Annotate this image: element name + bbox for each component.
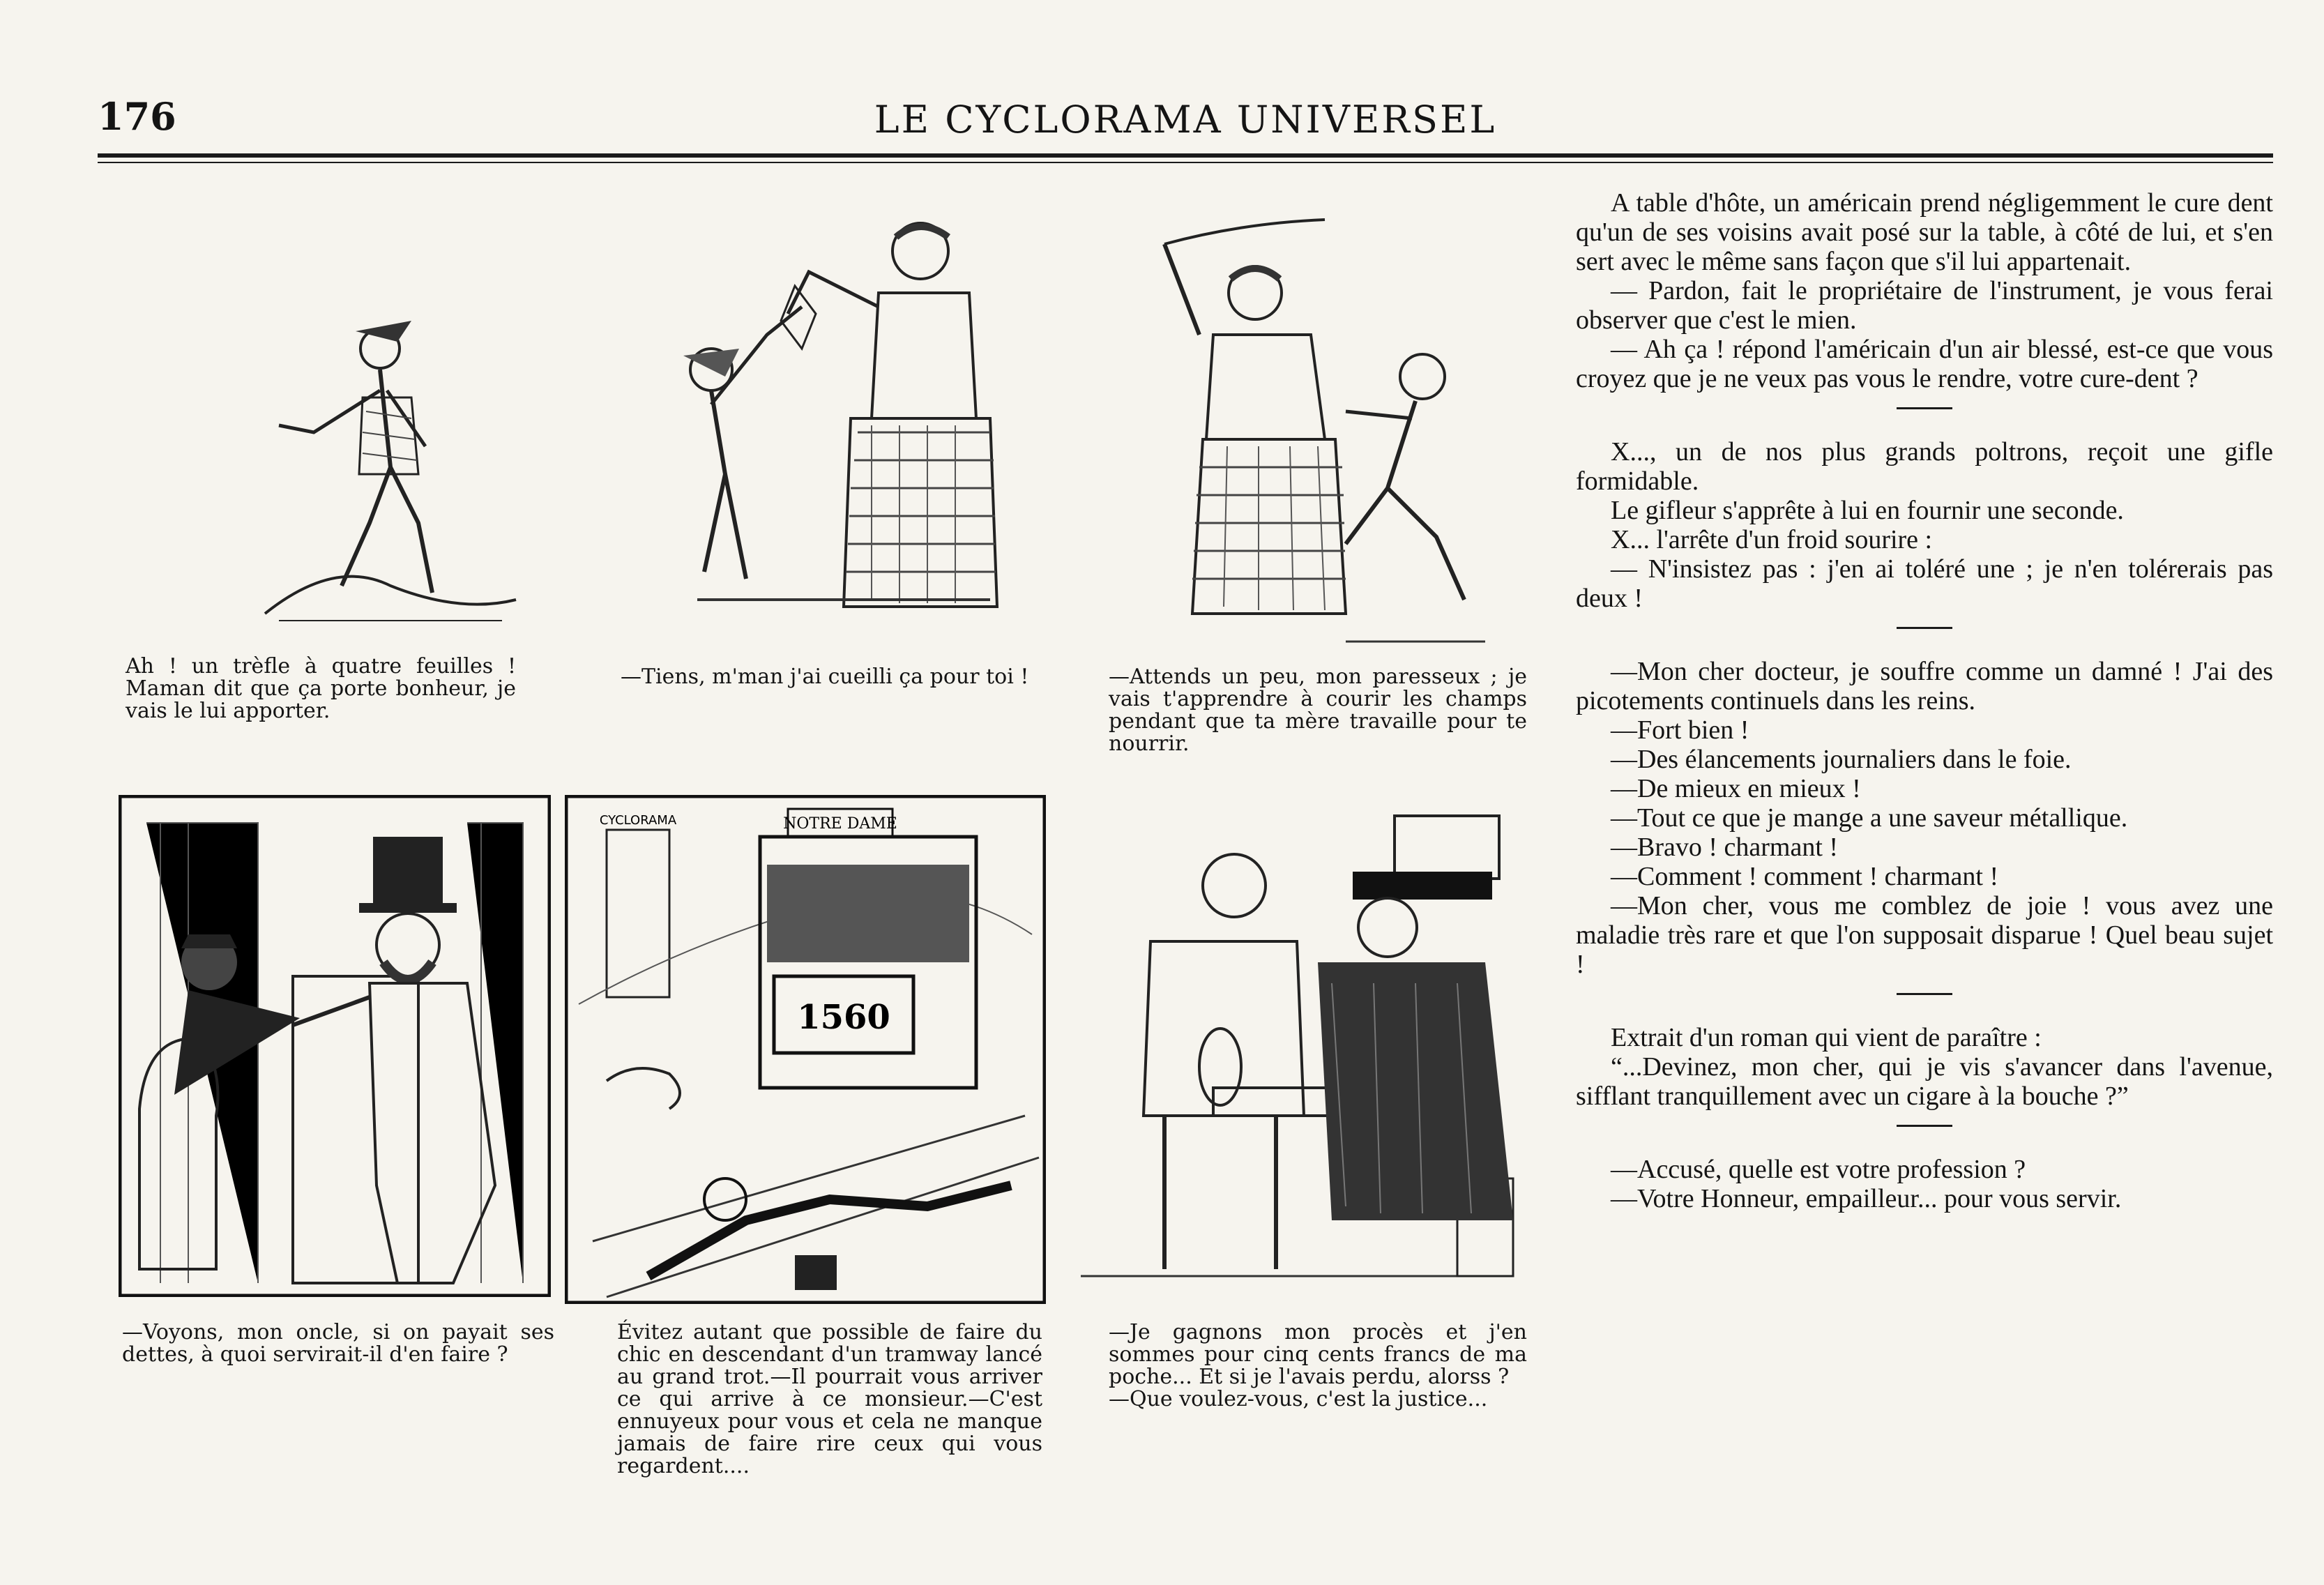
masthead-title: LE CYCLORAMA UNIVERSEL	[874, 98, 1497, 142]
anecdote-taxidermist: —Accusé, quelle est votre profession ? —Votre Honneur, empailleur... pour vous servir.	[1611, 1155, 2122, 1213]
header-rule-thin	[98, 162, 2273, 163]
header-rule	[98, 153, 2273, 158]
tram-number: 1560	[797, 998, 890, 1037]
separator-rule	[1897, 1125, 1952, 1127]
separator-rule	[1897, 993, 1952, 995]
separator-rule	[1897, 627, 1952, 629]
illustration-judge-and-client	[1067, 788, 1527, 1304]
illustration-tramway-fall	[565, 795, 1046, 1304]
anecdote-toothpick: A table d'hôte, un américain prend négligemment le cure dent qu'un de ses voisins avait posé sur la table, à côté de lui, et s'en sert avec le même sans façon que s'il lui appartenait. — Pardon, fait le propriétaire de l'instrument, je vous ferai observer que c'est le mien. — Ah ça ! répond l'américain d'un air blessé, est-ce que vous croyez que je ne veux pas vous le rendre, votre cure-dent ?	[1576, 188, 2273, 393]
anecdote-coward: X..., un de nos plus grands poltrons, reçoit une gifle formidable. Le gifleur s'apprête à lui en fournir une seconde. X... l'arrête d'un froid sourire : — N'insistez pas : j'en ai toléré une ; je n'en tolérerais pas deux !	[1576, 437, 2273, 613]
caption-top-2: —Tiens, m'man j'ai cueilli ça pour toi !	[621, 665, 1029, 689]
kiosk-sign: CYCLORAMA	[599, 813, 677, 828]
anecdote-doctor: —Mon cher docteur, je souffre comme un damné ! J'ai des picotements continuels dans les reins. —Fort bien ! —Des élancements journaliers dans le foie. —De mieux en mieux ! —Tout ce que je mange a une saveur métallique. —Bravo ! charmant ! —Comment ! comment ! charmant ! —Mon cher, vous me comblez de joie ! vous avez une maladie très rare et que l'on supposait disparue ! Quel beau sujet !	[1576, 657, 2273, 979]
illustration-mother-whipping	[1137, 209, 1499, 655]
caption-top-1: Ah ! un trèfle à quatre feuilles ! Maman dit que ça porte bonheur, je vais le lui apporter.	[126, 654, 516, 723]
caption-bottom-2: Évitez autant que possible de faire du chic en descendant d'un tramway lancé au grand trot.—Il pourrait vous arriver ce qui arrive à ce monsieur.—C'est ennuyeux pour vous et cela ne manque jamais de faire rire ceux qui vous regardent....	[617, 1320, 1042, 1478]
caption-bottom-1: —Voyons, mon oncle, si on payait ses dettes, à quoi servirait-il d'en faire ?	[122, 1320, 554, 1367]
illustration-boy-and-mother	[641, 209, 1018, 655]
separator-rule	[1897, 407, 1952, 409]
tram-sign: NOTRE DAME	[783, 815, 897, 833]
page-number: 176	[98, 94, 176, 139]
illustration-boy-running	[251, 293, 530, 628]
caption-top-3: —Attends un peu, mon paresseux ; je vais t'apprendre à courir les champs pendant que ta mère travaille pour te nourrir.	[1109, 665, 1527, 756]
caption-bottom-3: —Je gagnons mon procès et j'en sommes pour cinq cents francs de ma poche... Et si je l'avais perdu, alorss ? —Que voulez-vous, c'est la justice...	[1109, 1320, 1527, 1411]
anecdote-novel-extract: Extrait d'un roman qui vient de paraître : “...Devinez, mon cher, qui je vis s'avancer dans l'avenue, sifflant tranquillement avec un cigare à la bouche ?”	[1576, 1023, 2273, 1111]
anecdotes-column	[1576, 188, 2273, 1227]
illustration-uncle-and-nephew	[119, 795, 551, 1297]
